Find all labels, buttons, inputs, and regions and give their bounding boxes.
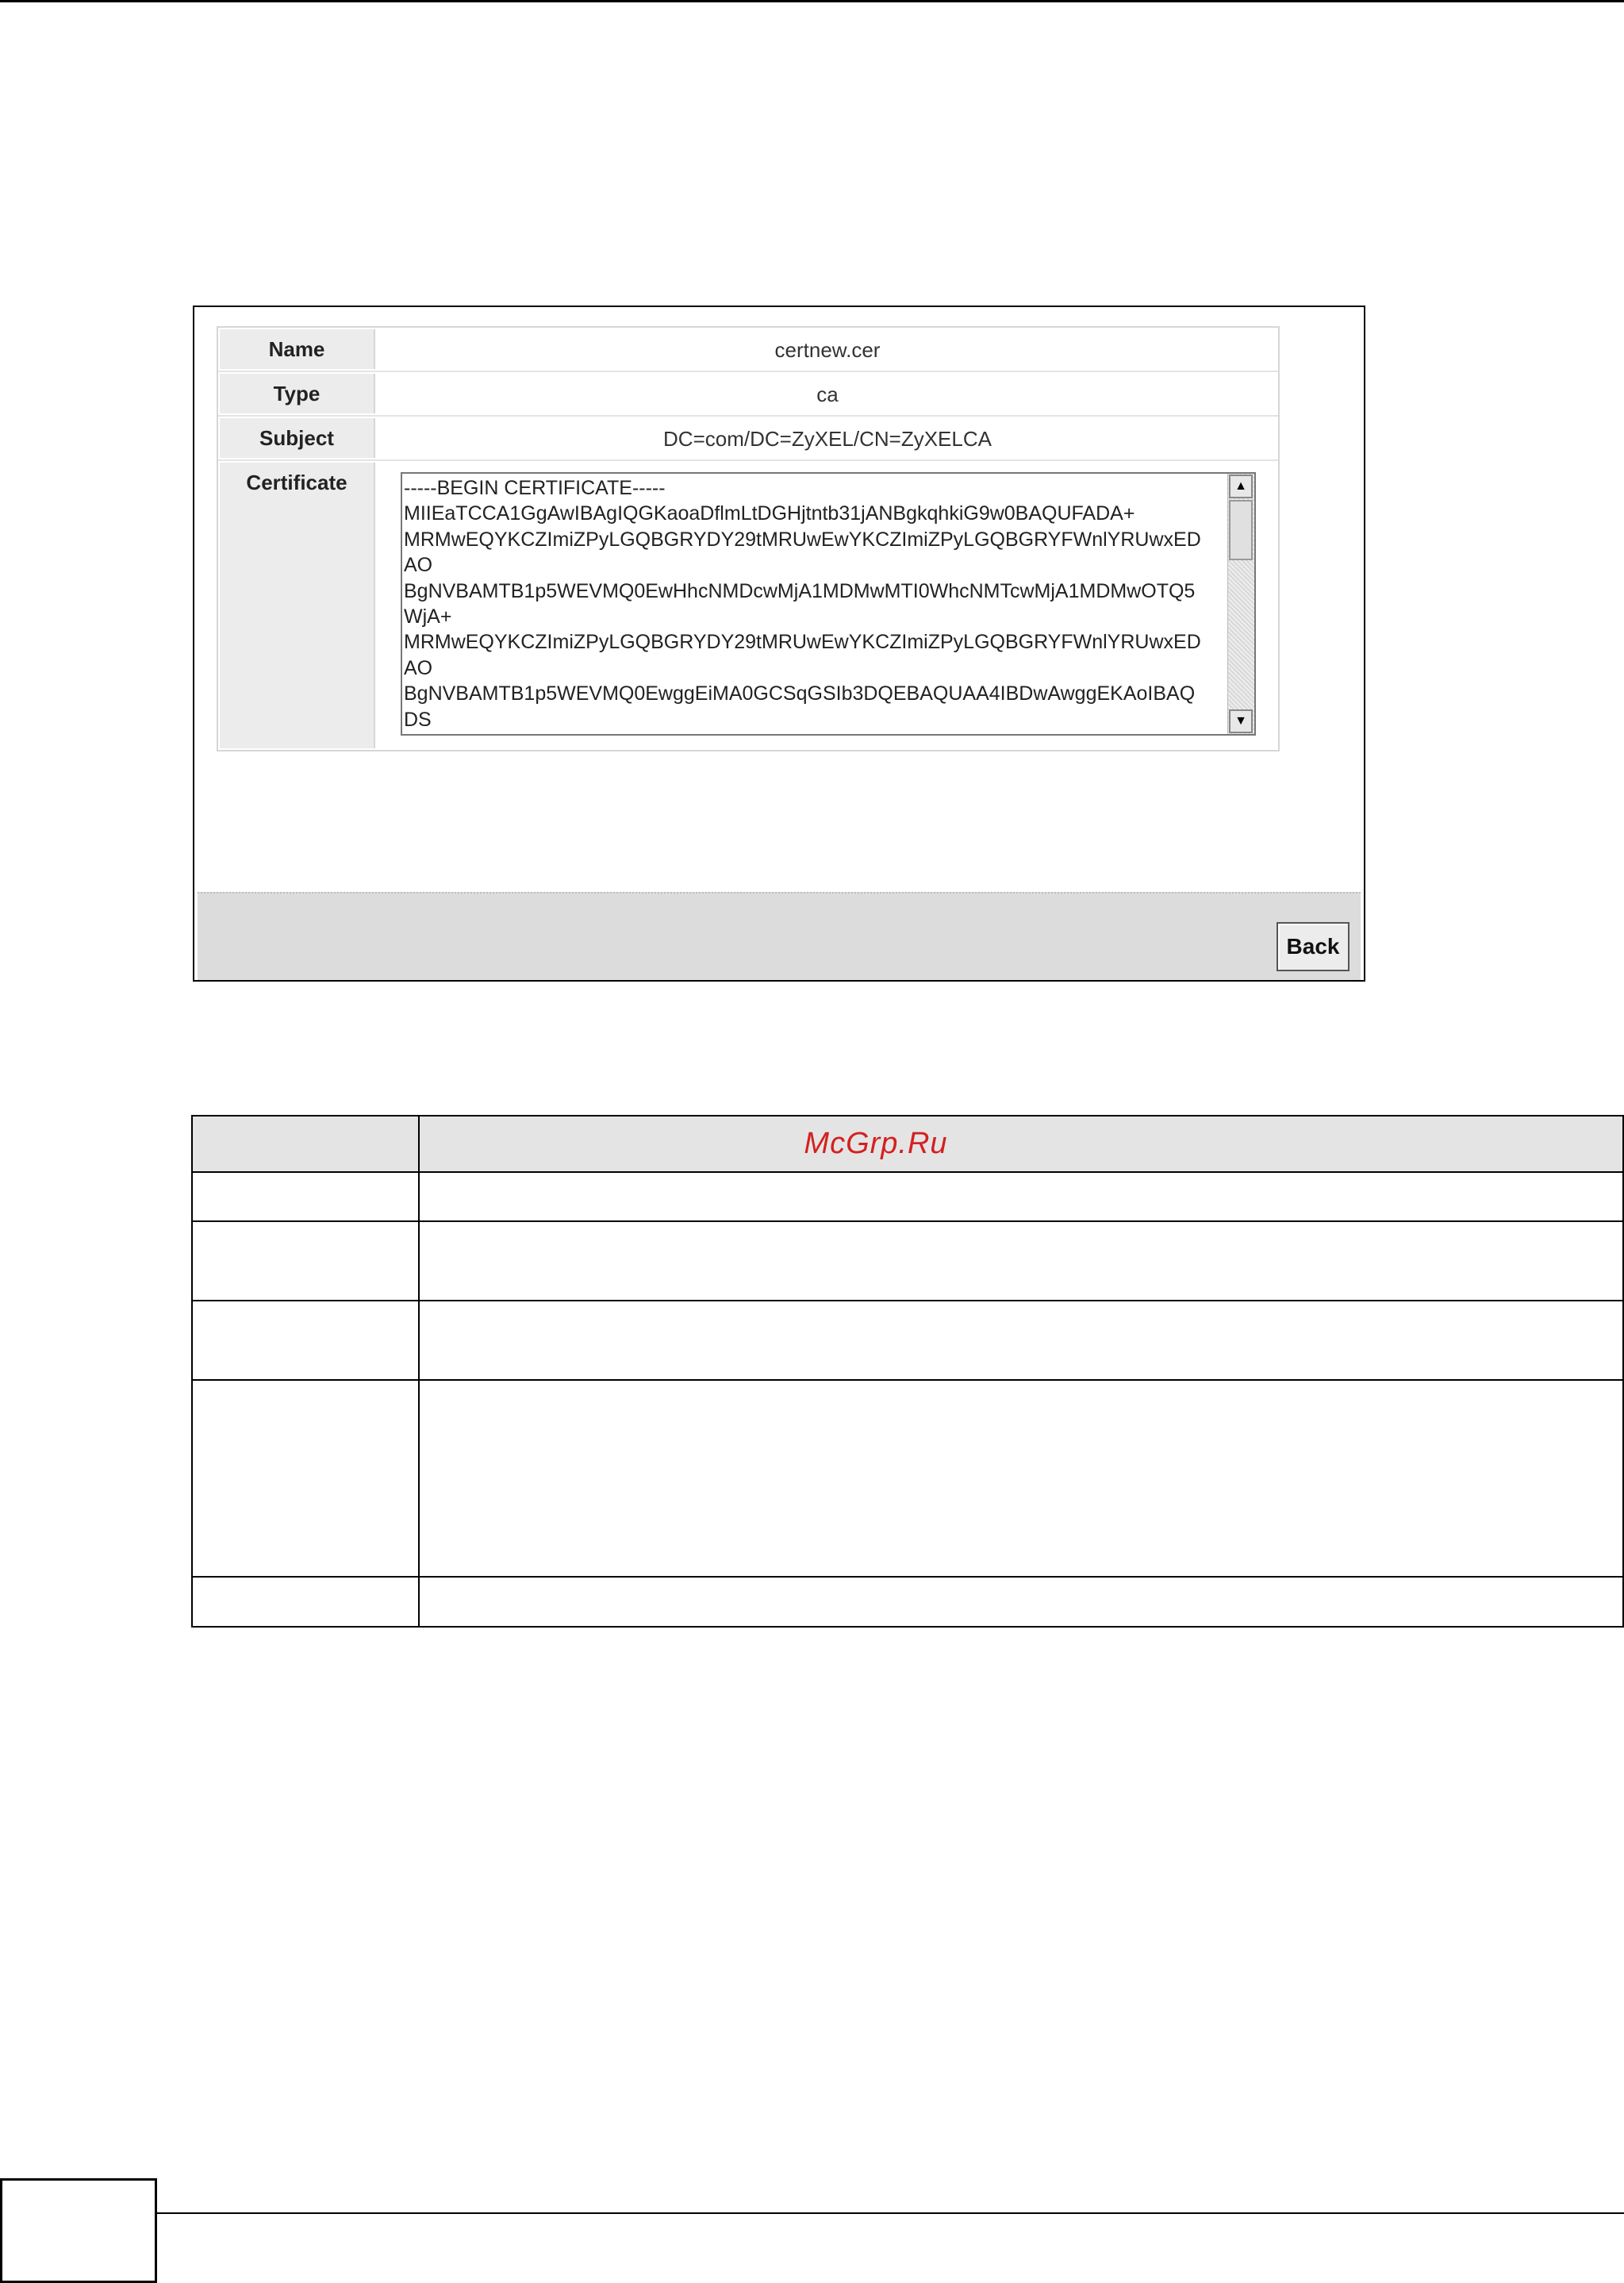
certificate-text: -----BEGIN CERTIFICATE----- MIIEaTCCA1GgAwIBAgIQGKaoaDflmLtDGHjtntb31jANBgkqhkiG9w0BAQUFADA+ MRMwEQYKCZImiZPyLGQBGRYDY29tMRUwEwYKCZImiZPyLGQBGRYFWnlYRUwxED AO BgNVBAMTB1p5WEVMQ0EwHhcNMDcwMjA1MDMwMTI0WhcNMTcwMjA1MDMwOTQ5 WjA+ MRMwEQYKCZImiZPyLGQBGRYDY29tMRUwEwYKCZImiZPyLGQBGRYFWnlYRUwxED AO BgNVBAMTB1p5WEVMQ0EwggEiMA0GCSqGSIb3DQEBAQUAA4IBDwAwggEKAoIBAQ DS	[404, 477, 1201, 731]
table-cell	[192, 1301, 419, 1380]
table-row	[192, 1301, 1623, 1380]
subject-label: Subject	[220, 418, 375, 458]
table-cell	[419, 1221, 1623, 1301]
table-cell	[419, 1301, 1623, 1380]
scroll-down-icon[interactable]: ▼	[1229, 709, 1253, 733]
info-row-subject	[218, 417, 1278, 461]
table-cell	[419, 1172, 1623, 1221]
table-cell	[419, 1380, 1623, 1577]
watermark-text: McGrp.Ru	[804, 1127, 948, 1160]
table-row	[192, 1577, 1623, 1627]
subject-value: DC=com/DC=ZyXEL/CN=ZyXELCA	[663, 427, 992, 451]
certificate-label: Certificate	[220, 463, 375, 748]
table-header-row	[192, 1116, 1623, 1172]
table-cell	[192, 1221, 419, 1301]
table-row	[192, 1172, 1623, 1221]
type-label: Type	[220, 374, 375, 413]
info-row-name	[218, 328, 1278, 372]
footer-rule	[157, 2212, 1624, 2214]
scroll-thumb[interactable]	[1229, 500, 1253, 560]
info-row-certificate	[218, 461, 1278, 750]
type-value: ca	[816, 382, 839, 406]
info-row-type	[218, 372, 1278, 417]
table-row	[192, 1380, 1623, 1577]
header-label-cell	[192, 1116, 419, 1172]
scroll-up-icon[interactable]: ▲	[1229, 475, 1253, 498]
page-number-box	[0, 2178, 157, 2283]
field-description-table	[191, 1115, 1624, 1628]
certificate-info-table	[217, 326, 1280, 751]
button-bar	[198, 892, 1361, 980]
certificate-scrollbar[interactable]	[1227, 474, 1254, 734]
certificate-details-screen	[193, 306, 1365, 982]
table-row	[192, 1221, 1623, 1301]
name-value: certnew.cer	[774, 338, 881, 362]
table-cell	[419, 1577, 1623, 1627]
certificate-textarea[interactable]	[401, 472, 1256, 736]
table-cell	[192, 1380, 419, 1577]
table-cell	[192, 1577, 419, 1627]
name-label: Name	[220, 329, 375, 369]
back-button[interactable]: Back	[1277, 922, 1349, 971]
table-cell	[192, 1172, 419, 1221]
header-description-cell	[419, 1116, 1623, 1172]
top-rule	[0, 0, 1624, 2]
